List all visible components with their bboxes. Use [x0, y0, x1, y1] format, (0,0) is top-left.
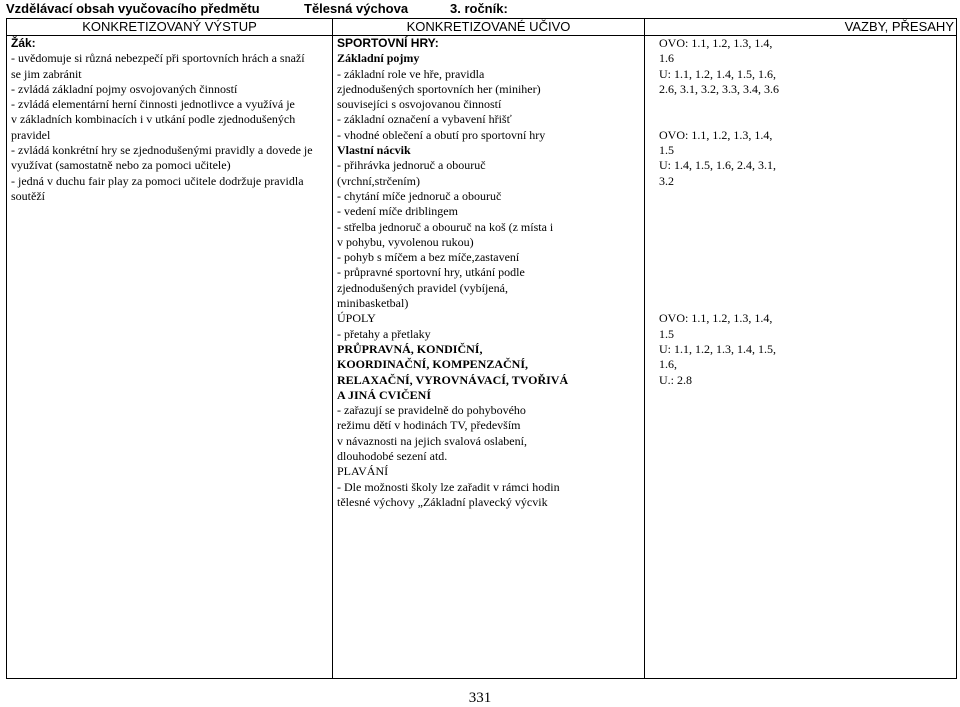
content-line: - základní označení a vybavení hřišť — [337, 112, 512, 127]
output-line: využívat (samostatně nebo za pomoci učitele) — [11, 158, 231, 173]
link-line: 1.6, — [659, 357, 677, 372]
subject-name: Tělesná výchova — [304, 1, 409, 16]
output-line: soutěží — [11, 188, 45, 203]
grappling-heading: ÚPOLY — [337, 311, 376, 326]
content-line: - chytání míče jednoruč a obouruč — [337, 188, 502, 203]
page-number: 331 — [468, 690, 492, 706]
column-header-links: VAZBY, PŘESAHY — [645, 19, 957, 36]
content-line: - vhodné oblečení a obutí pro sportovní hry — [337, 127, 546, 142]
content-line: - přetahy a přetlaky — [337, 326, 431, 341]
output-line: v základních kombinacích i v utkání podle zjednodušených — [11, 112, 296, 127]
basic-terms-heading: Základní pojmy — [337, 51, 420, 66]
table-header-row — [7, 19, 957, 36]
content-line: - základní role ve hře, pravidla — [337, 66, 485, 81]
sport-games-heading: SPORTOVNÍ HRY: — [337, 36, 439, 50]
content-line: - zařazují se pravidelně do pohybového — [337, 403, 526, 418]
output-line: - zvládá základní pojmy osvojovaných činností — [11, 81, 238, 96]
link-line: U: 1.1, 1.2, 1.4, 1.5, 1.6, — [659, 66, 776, 81]
grade-label: 3. ročník: — [450, 1, 508, 16]
column-header-content: KONKRETIZOVANÉ UČIVO — [333, 19, 645, 36]
exercises-heading-line: A JINÁ CVIČENÍ — [337, 387, 432, 402]
link-line: 2.6, 3.1, 3.2, 3.3, 3.4, 3.6 — [659, 81, 779, 96]
output-line: pravidel — [11, 127, 51, 142]
content-line: zjednodušených pravidel (vybíjená, — [337, 280, 508, 295]
content-line: minibasketbal) — [337, 296, 409, 311]
exercises-heading-line: RELAXAČNÍ, VYROVNÁVACÍ, TVOŘIVÁ — [337, 372, 569, 387]
content-line: - vedení míče driblingem — [337, 204, 458, 219]
link-line: OVO: 1.1, 1.2, 1.3, 1.4, — [659, 311, 773, 326]
output-line: - zvládá elementární herní činnosti jednotlivce a využívá je — [11, 97, 295, 112]
link-line: 3.2 — [659, 173, 674, 188]
content-line: - pohyb s míčem a bez míče,zastavení — [337, 250, 520, 265]
link-line: 1.5 — [659, 326, 674, 341]
column-content — [333, 36, 645, 679]
link-line: U: 1.1, 1.2, 1.3, 1.4, 1.5, — [659, 341, 776, 356]
column-links — [645, 36, 957, 679]
output-line: - uvědomuje si různá nebezpečí při sportovních hrách a snaží — [11, 51, 305, 66]
link-line: OVO: 1.1, 1.2, 1.3, 1.4, — [659, 127, 773, 142]
link-line: U: 1.4, 1.5, 1.6, 2.4, 3.1, — [659, 158, 776, 173]
link-line: U.: 2.8 — [659, 372, 692, 387]
output-line: - jedná v duchu fair play za pomoci učitele dodržuje pravidla — [11, 173, 304, 188]
pupil-heading: Žák: — [11, 36, 36, 50]
link-line: 1.5 — [659, 143, 674, 158]
content-line: v pohybu, vyvolenou rukou) — [337, 234, 474, 249]
practice-heading: Vlastní nácvik — [337, 143, 411, 158]
content-line: tělesné výchovy „Základní plavecký výcvik — [337, 494, 548, 509]
content-line: souvisejíci s osvojovanou činností — [337, 97, 502, 112]
table-body-row — [7, 36, 957, 679]
swimming-heading: PLAVÁNÍ — [337, 464, 389, 479]
content-line: režimu dětí v hodinách TV, především — [337, 418, 521, 433]
content-line: - přihrávka jednoruč a obouruč — [337, 158, 486, 173]
content-line: - Dle možnosti školy lze zařadit v rámci hodin — [337, 479, 560, 494]
curriculum-table — [6, 18, 957, 679]
link-line: 1.6 — [659, 51, 674, 66]
content-line: - střelba jednoruč a obouruč na koš (z místa i — [337, 219, 554, 234]
exercises-heading-line: PRŮPRAVNÁ, KONDIČNÍ, — [337, 341, 483, 356]
content-line: dlouhodobé sezení atd. — [337, 449, 448, 464]
subject-label: Vzdělávací obsah vyučovacího předmětu — [6, 1, 260, 16]
column-header-output: KONKRETIZOVANÝ VÝSTUP — [7, 19, 333, 36]
content-line: - průpravné sportovní hry, utkání podle — [337, 265, 525, 280]
output-line: - zvládá konkrétní hry se zjednodušenými pravidly a dovede je — [11, 143, 313, 158]
column-outputs — [7, 36, 333, 679]
link-line: OVO: 1.1, 1.2, 1.3, 1.4, — [659, 36, 773, 50]
content-line: v návaznosti na jejich svalová oslabení, — [337, 433, 527, 448]
page-header — [6, 0, 954, 18]
output-line: se jim zabránit — [11, 66, 82, 81]
exercises-heading-line: KOORDINAČNÍ, KOMPENZAČNÍ, — [337, 357, 529, 372]
content-line: zjednodušených sportovních her (miniher) — [337, 81, 541, 96]
content-line: (vrchní,strčením) — [337, 173, 420, 188]
